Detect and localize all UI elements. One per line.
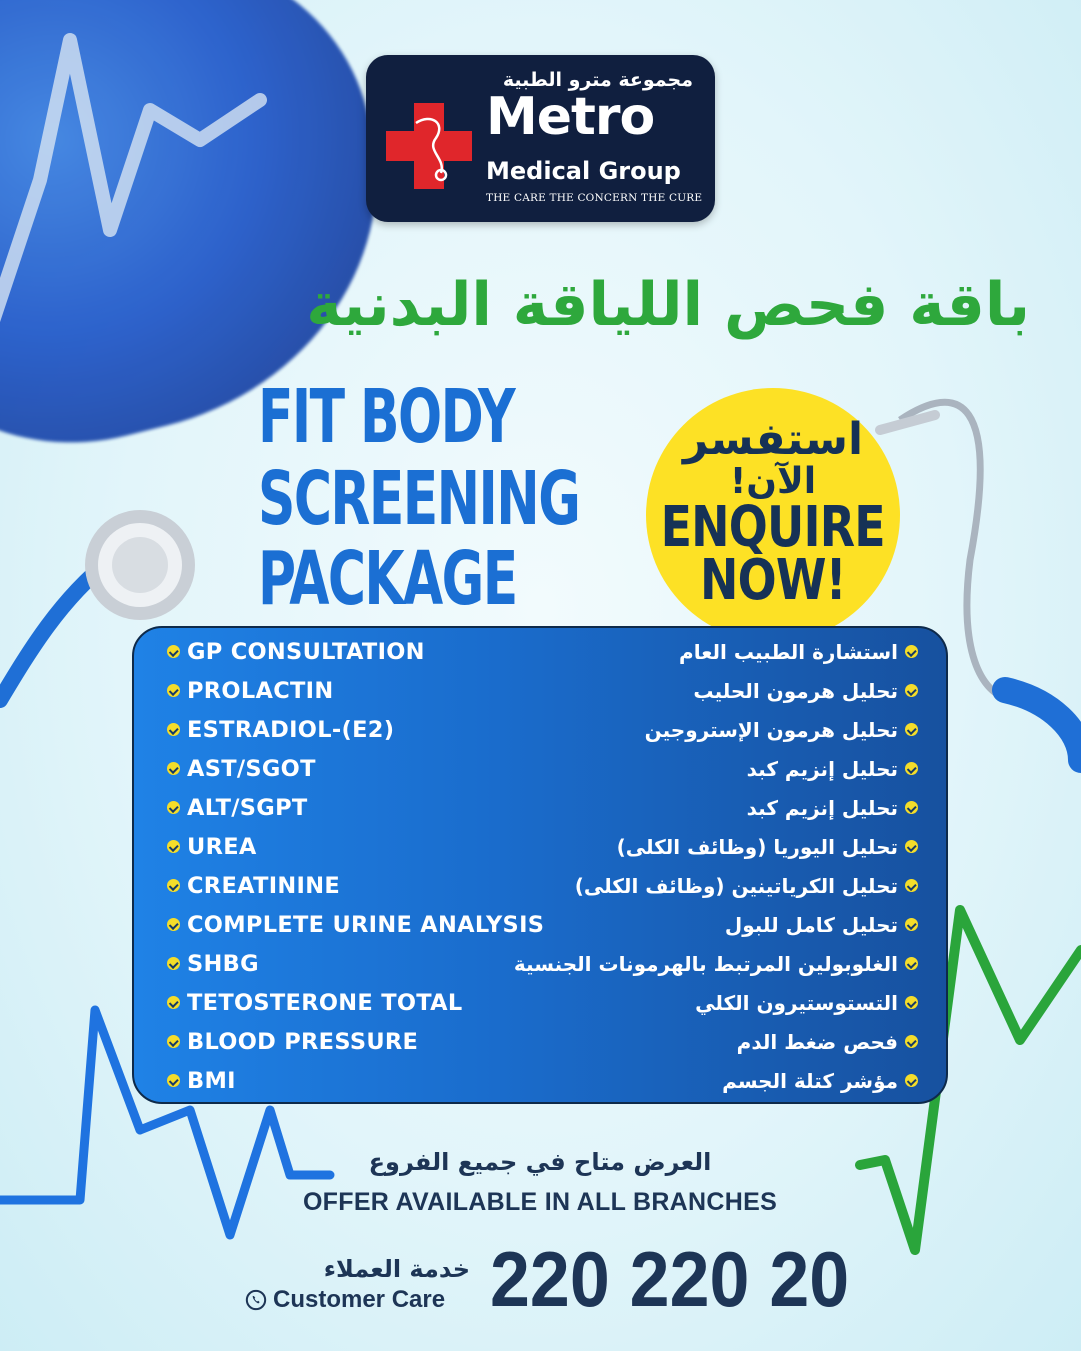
check-icon — [167, 1035, 180, 1048]
badge-english-line-1: ENQUIRE — [660, 494, 886, 560]
enquire-now-badge[interactable] — [646, 388, 900, 642]
test-name-ar: تحليل اليوريا (وظائف الكلى) — [616, 834, 898, 859]
test-name-ar: تحليل هرمون الحليب — [693, 678, 898, 703]
test-name-ar: تحليل الكرياتينين (وظائف الكلى) — [574, 873, 898, 898]
test-name-en: BMI — [187, 1067, 236, 1094]
arabic-title: باقة فحص اللياقة البدنية — [306, 270, 1030, 340]
title-line-1: FIT BODY — [258, 374, 515, 460]
test-name-en: TETOSTERONE TOTAL — [187, 989, 463, 1016]
test-name-ar: الغلوبولين المرتبط بالهرمونات الجنسية — [513, 951, 898, 976]
test-name-ar: تحليل كامل للبول — [724, 912, 898, 937]
check-icon — [905, 957, 918, 970]
test-name-ar: فحص ضغط الدم — [736, 1029, 898, 1054]
check-icon — [167, 801, 180, 814]
tests-list-panel — [132, 626, 948, 1104]
check-icon — [905, 645, 918, 658]
badge-arabic-line-1: استفسر — [682, 413, 864, 465]
check-icon — [167, 879, 180, 892]
check-icon — [905, 1035, 918, 1048]
check-icon — [167, 645, 180, 658]
check-icon — [167, 840, 180, 853]
test-name-ar: تحليل إنزيم كبد — [746, 756, 898, 781]
check-icon — [167, 957, 180, 970]
check-icon — [167, 918, 180, 931]
list-item — [134, 671, 946, 710]
list-item — [134, 827, 946, 866]
check-icon — [167, 996, 180, 1009]
check-icon — [167, 684, 180, 697]
badge-arabic-line-2: الآن! — [729, 461, 817, 502]
check-icon — [905, 1074, 918, 1087]
test-name-ar: التستوستيرون الكلي — [695, 990, 898, 1015]
list-item — [134, 983, 946, 1022]
title-line-3: PACKAGE — [258, 536, 517, 622]
list-item — [134, 866, 946, 905]
list-item — [134, 788, 946, 827]
test-name-en: ALT/SGPT — [187, 794, 308, 821]
customer-care-label — [245, 1286, 445, 1314]
logo-arabic-name: مجموعة مترو الطبية — [502, 69, 693, 91]
list-item — [134, 632, 946, 671]
list-item — [134, 1022, 946, 1061]
logo-subname: Medical Group — [486, 157, 681, 185]
test-name-en: BLOOD PRESSURE — [187, 1028, 419, 1055]
test-name-en: COMPLETE URINE ANALYSIS — [187, 911, 545, 938]
medical-cross-icon — [386, 103, 472, 189]
test-name-en: AST/SGOT — [187, 755, 316, 782]
check-icon — [905, 801, 918, 814]
metro-medical-logo — [366, 55, 715, 222]
test-name-ar: مؤشر كتلة الجسم — [722, 1068, 898, 1093]
test-name-ar: تحليل هرمون الإستروجين — [644, 717, 898, 742]
logo-tagline: THE CARE THE CONCERN THE CURE — [486, 192, 703, 204]
list-item — [134, 905, 946, 944]
offer-text-arabic: العرض متاح في جميع الفروع — [368, 1148, 712, 1176]
list-item — [134, 1061, 946, 1100]
offer-text-english: OFFER AVAILABLE IN ALL BRANCHES — [302, 1188, 778, 1216]
check-icon — [905, 762, 918, 775]
test-name-ar: تحليل إنزيم كبد — [746, 795, 898, 820]
badge-english-line-2: NOW! — [700, 547, 846, 613]
test-name-ar: استشارة الطبيب العام — [679, 639, 898, 664]
check-icon — [905, 684, 918, 697]
test-name-en: PROLACTIN — [187, 677, 334, 704]
customer-care-english: Customer Care — [273, 1286, 446, 1313]
test-name-en: CREATININE — [187, 872, 340, 899]
logo-name: Metro — [486, 87, 655, 147]
list-item — [134, 944, 946, 983]
check-icon — [905, 996, 918, 1009]
check-icon — [905, 879, 918, 892]
check-icon — [167, 723, 180, 736]
test-name-en: GP CONSULTATION — [187, 638, 425, 665]
title-line-2: SCREENING — [258, 456, 580, 542]
check-icon — [167, 1074, 180, 1087]
test-name-en: UREA — [187, 833, 257, 860]
phone-number[interactable]: 220 220 20 — [490, 1235, 850, 1323]
check-icon — [905, 918, 918, 931]
check-icon — [905, 723, 918, 736]
test-name-en: ESTRADIOL-(E2) — [187, 716, 395, 743]
list-item — [134, 710, 946, 749]
test-name-en: SHBG — [187, 950, 259, 977]
customer-care-arabic: خدمة العملاء — [323, 1255, 470, 1283]
phone-icon — [245, 1289, 267, 1311]
check-icon — [167, 762, 180, 775]
check-icon — [905, 840, 918, 853]
list-item — [134, 749, 946, 788]
